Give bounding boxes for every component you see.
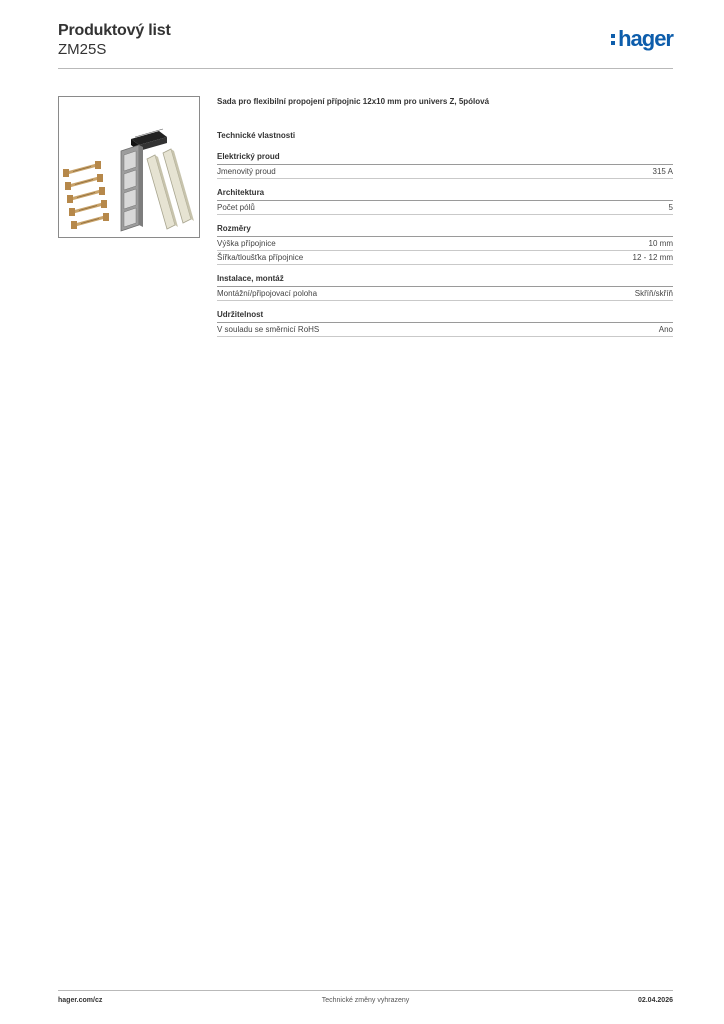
section-title: Architektura xyxy=(217,188,673,201)
property-row xyxy=(217,287,673,301)
property-row xyxy=(217,323,673,337)
property-label: Jmenovitý proud xyxy=(217,167,276,176)
product-image xyxy=(58,96,200,238)
property-value: 12 - 12 mm xyxy=(632,253,673,262)
property-row xyxy=(217,251,673,265)
property-value: Skříň/skříň xyxy=(634,289,673,298)
page-header xyxy=(58,20,673,70)
section-dimensions xyxy=(217,224,673,265)
property-value: Ano xyxy=(658,325,673,334)
product-details xyxy=(217,96,673,346)
section-sustainability xyxy=(217,310,673,337)
property-value: 5 xyxy=(668,203,673,212)
technical-properties-heading: Technické vlastnosti xyxy=(217,131,296,140)
rail-icon xyxy=(147,149,194,229)
property-label: Počet pólů xyxy=(217,203,255,212)
section-title: Elektrický proud xyxy=(217,152,673,165)
property-row xyxy=(217,165,673,179)
hager-logo xyxy=(611,26,673,52)
property-label: V souladu se směrnicí RoHS xyxy=(217,325,320,334)
logo-text: hager xyxy=(618,26,673,51)
page-title: Produktový list xyxy=(58,22,171,39)
section-installation xyxy=(217,274,673,301)
section-title: Instalace, montáž xyxy=(217,274,673,287)
footer-website-link[interactable]: hager.com/cz xyxy=(58,997,103,1004)
mounting-plate-icon xyxy=(121,145,143,231)
property-label: Montážní/připojovací poloha xyxy=(217,289,318,298)
property-value: 10 mm xyxy=(648,239,673,248)
busbar-kit-icon xyxy=(59,97,199,237)
property-value: 315 A xyxy=(652,167,673,176)
section-title: Udržitelnost xyxy=(217,310,673,323)
property-label: Výška přípojnice xyxy=(217,239,276,248)
section-architecture xyxy=(217,188,673,215)
page-footer xyxy=(58,997,673,1009)
product-code: ZM25S xyxy=(58,41,107,58)
footer-divider xyxy=(58,990,673,991)
property-label: Šířka/tloušťka přípojnice xyxy=(217,253,304,262)
copper-bars-icon xyxy=(63,161,109,229)
product-description: Sada pro flexibilní propojení přípojnic 12x10 mm pro univers Z, 5pólová xyxy=(217,97,490,106)
section-electric-current xyxy=(217,152,673,179)
logo-colon-icon xyxy=(611,34,615,45)
header-divider xyxy=(58,68,673,69)
property-row xyxy=(217,237,673,251)
footer-notice: Technické změny vyhrazeny xyxy=(321,997,410,1004)
section-title: Rozměry xyxy=(217,224,673,237)
property-row xyxy=(217,201,673,215)
footer-date: 02.04.2026 xyxy=(637,997,673,1004)
